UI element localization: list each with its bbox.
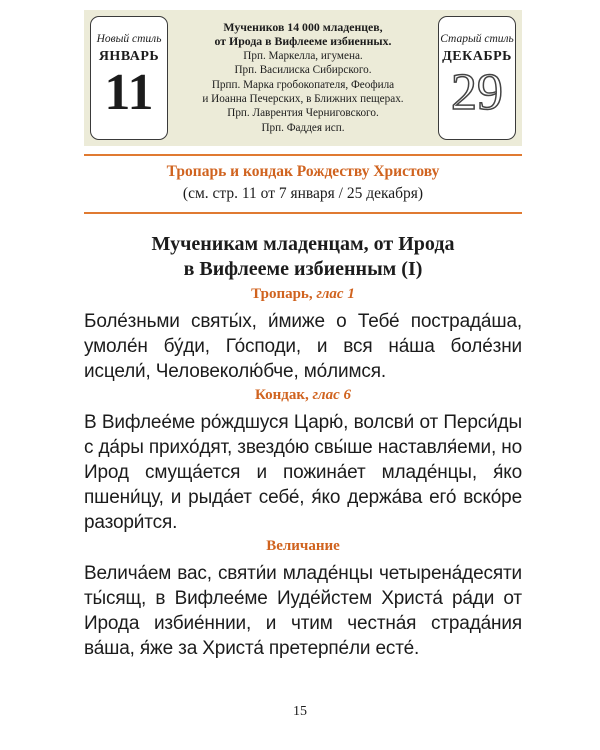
saints-main-line: Мучеников 14 000 младенцев, (223, 20, 383, 34)
saints-list (176, 20, 430, 135)
saint-line: Прпп. Марка гробокопателя, Феофила (211, 78, 395, 91)
kontakion-heading-label: Кондак, (255, 387, 309, 403)
saint-line: Прп. Фаддея исп. (261, 121, 345, 134)
old-style-date (438, 16, 516, 140)
troparion-heading-label: Тропарь, (251, 286, 313, 302)
troparion-reference-subtitle: (см. стр. 11 от 7 января / 25 декабря) (182, 185, 424, 202)
new-style-month: ЯНВАРЬ (98, 49, 160, 64)
megalynarion-text: Велича́ем вас, святи́и младе́нцы четырена́десяти ты́сящ, в Вифлее́ме Иуде́йстем Христа́ ра́ди от Ирода избие́ннии, и чтим честна́я страда́ния ва́ша, я́же за Христа́ претерпе́ли есте́. (84, 563, 522, 659)
troparion-heading (84, 286, 522, 303)
megalynarion-heading: Величание (266, 538, 340, 554)
saint-line: Прп. Маркелла, игумена. (243, 49, 363, 62)
troparion-reference (84, 163, 522, 203)
top-divider (84, 154, 522, 156)
section-title-line: в Вифлееме избиенным (I) (183, 258, 423, 280)
old-style-label: Старый стиль (440, 33, 514, 45)
saints-main-line: от Ирода в Вифлееме избиенных. (214, 34, 392, 49)
calendar-header (84, 10, 522, 146)
section-title (84, 232, 522, 282)
old-style-day: 29 (451, 64, 503, 121)
saint-line: и Иоанна Печерских, в Ближних пещерах. (202, 93, 404, 106)
troparion-text: Боле́зньми святы́х, и́миже о Тебе́ пострада́ша, умоле́н бу́ди, Го́споди, и вся на́ша боле́зни исцели́, Человеколю́бче, мо́лимся. (84, 311, 522, 382)
troparion-reference-title: Тропарь и кондак Рождеству Христову (166, 163, 440, 180)
kontakion-tone: глас 6 (312, 387, 351, 403)
troparion-tone: глас 1 (316, 286, 355, 302)
kontakion-heading (84, 387, 522, 404)
saint-line: Прп. Василиска Сибирского. (234, 64, 372, 77)
section-title-line: Мученикам младенцам, от Ирода (151, 233, 455, 255)
new-style-date (90, 16, 168, 140)
kontakion-text: В Вифлее́ме ро́ждшуся Царю́, волсви́ от Перси́ды с да́ры прихо́дят, звездо́ю свы́ше наставля́еми, но Ирод смуща́ется и пожина́ет младе́нцы, я́ко пшени́цу, и рыда́ет себе́, я́ко держа́ва его́ вско́ре разори́тся. (84, 412, 522, 533)
new-style-day: 11 (104, 64, 154, 121)
old-style-month: ДЕКАБРЬ (442, 49, 512, 64)
page-number: 15 (293, 704, 307, 719)
new-style-label: Новый стиль (96, 33, 162, 45)
bottom-divider (84, 212, 522, 214)
saint-line: Прп. Лаврентия Черниговского. (227, 107, 379, 120)
